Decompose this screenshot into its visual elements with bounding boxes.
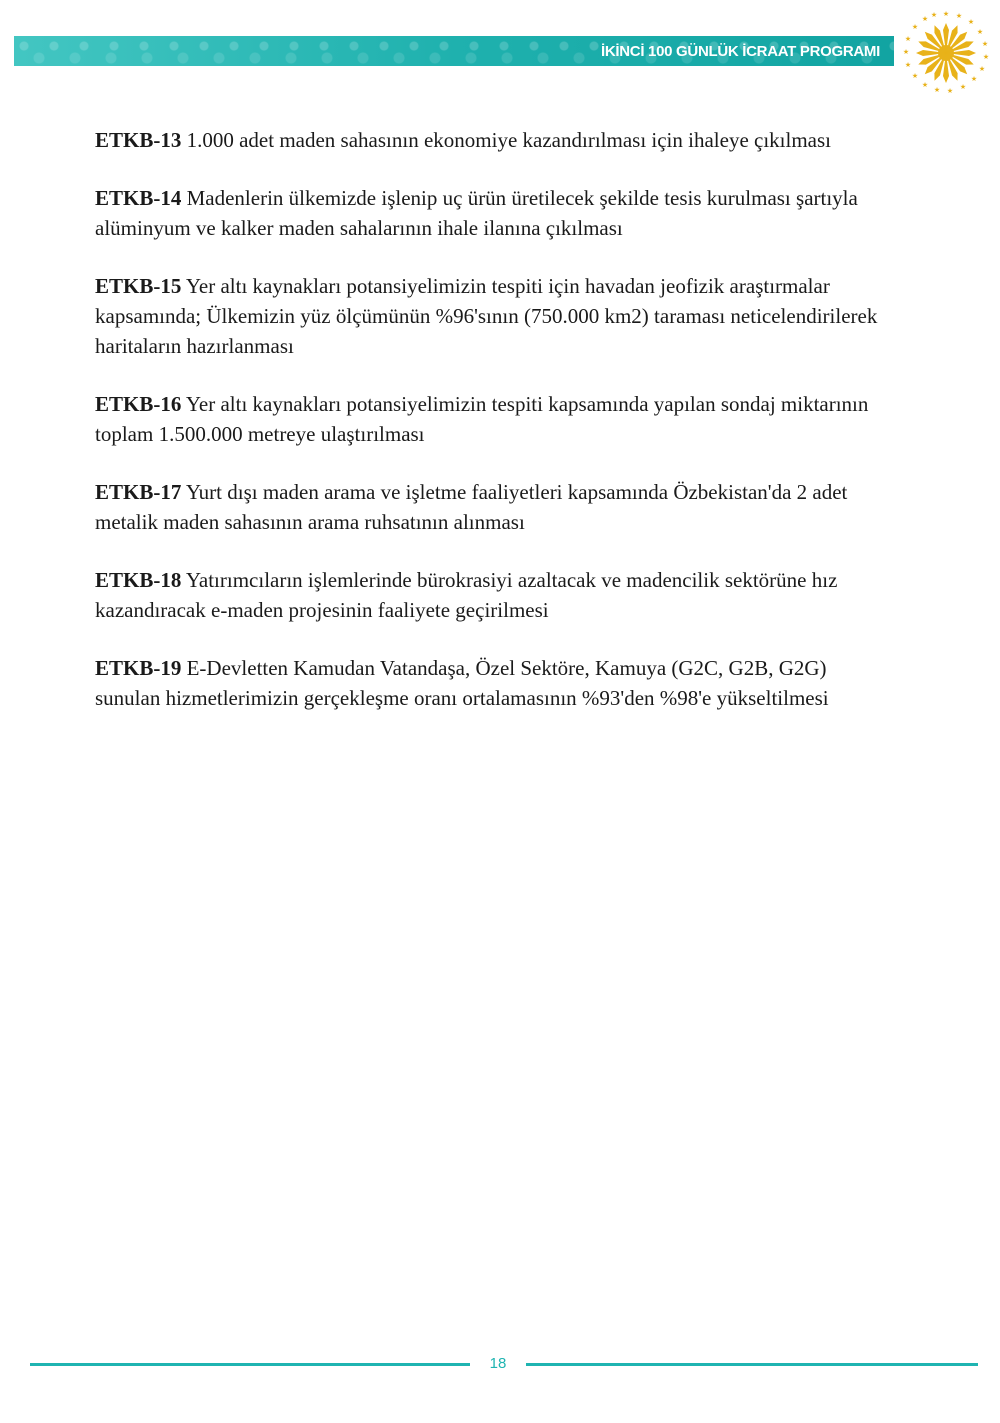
svg-text:★: ★ xyxy=(976,28,984,36)
svg-text:★: ★ xyxy=(911,72,919,80)
item-code: ETKB-16 xyxy=(95,392,182,416)
header-band xyxy=(14,36,894,66)
item-code: ETKB-19 xyxy=(95,656,182,680)
content xyxy=(95,125,895,741)
item-text: Yer altı kaynakları potansiyelimizin tespiti için havadan jeofizik araştırmalar kapsamında; Ülkemizin yüz ölçümünün %96'sının (750.000 km2) taraması neticelendirilerek haritaların hazırlanması xyxy=(95,274,878,358)
svg-text:★: ★ xyxy=(921,81,929,89)
item-etkb-19 xyxy=(95,653,895,713)
svg-text:★: ★ xyxy=(959,83,967,91)
page-number: 18 xyxy=(489,1355,507,1372)
item-text: Yatırımcıların işlemlerinde bürokrasiyi azaltacak ve madencilik sektörüne hız kazandıracak e-maden projesinin faaliyete geçirilmesi xyxy=(95,568,838,622)
footer-divider-right xyxy=(526,1363,978,1366)
item-text: Madenlerin ülkemizde işlenip uç ürün üretilecek şekilde tesis kurulması şartıyla alüminyum ve kalker maden sahalarının ihale ilanına çıkılması xyxy=(95,186,858,240)
svg-text:★: ★ xyxy=(946,87,954,95)
svg-text:★: ★ xyxy=(933,86,941,94)
item-code: ETKB-17 xyxy=(95,480,182,504)
item-code: ETKB-13 xyxy=(95,128,182,152)
svg-text:★: ★ xyxy=(955,12,963,20)
item-etkb-14 xyxy=(95,183,895,243)
item-text: 1.000 adet maden sahasının ekonomiye kazandırılması için ihaleye çıkılması xyxy=(181,128,832,152)
item-etkb-17 xyxy=(95,477,895,537)
svg-text:★: ★ xyxy=(981,40,989,48)
svg-text:★: ★ xyxy=(942,10,950,18)
item-etkb-16 xyxy=(95,389,895,449)
presidential-seal-icon xyxy=(903,10,989,96)
svg-text:★: ★ xyxy=(930,11,938,19)
item-etkb-18 xyxy=(95,565,895,625)
footer-divider-left xyxy=(30,1363,470,1366)
svg-text:★: ★ xyxy=(967,18,975,26)
svg-text:★: ★ xyxy=(982,53,989,61)
svg-text:★: ★ xyxy=(911,23,919,31)
svg-text:★: ★ xyxy=(970,75,978,83)
svg-text:★: ★ xyxy=(921,15,929,23)
svg-text:★: ★ xyxy=(903,48,910,56)
item-text: E-Devletten Kamudan Vatandaşa, Özel Sektöre, Kamuya (G2C, G2B, G2G) sunulan hizmetlerimizin gerçekleşme oranı ortalamasının %93'den %98'e yükseltilmesi xyxy=(95,656,829,710)
header-title: İKİNCİ 100 GÜNLÜK İCRAAT PROGRAMI xyxy=(600,43,880,60)
item-etkb-13 xyxy=(95,125,895,155)
item-code: ETKB-14 xyxy=(95,186,182,210)
svg-text:★: ★ xyxy=(904,35,912,43)
item-code: ETKB-18 xyxy=(95,568,182,592)
item-code: ETKB-15 xyxy=(95,274,182,298)
item-text: Yer altı kaynakları potansiyelimizin tespiti kapsamında yapılan sondaj miktarının toplam 1.500.000 metreye ulaştırılması xyxy=(95,392,869,446)
item-text: Yurt dışı maden arama ve işletme faaliyetleri kapsamında Özbekistan'da 2 adet metalik maden sahasının arama ruhsatının alınması xyxy=(95,480,848,534)
item-etkb-15 xyxy=(95,271,895,361)
svg-text:★: ★ xyxy=(904,61,912,69)
svg-text:★: ★ xyxy=(978,65,986,73)
